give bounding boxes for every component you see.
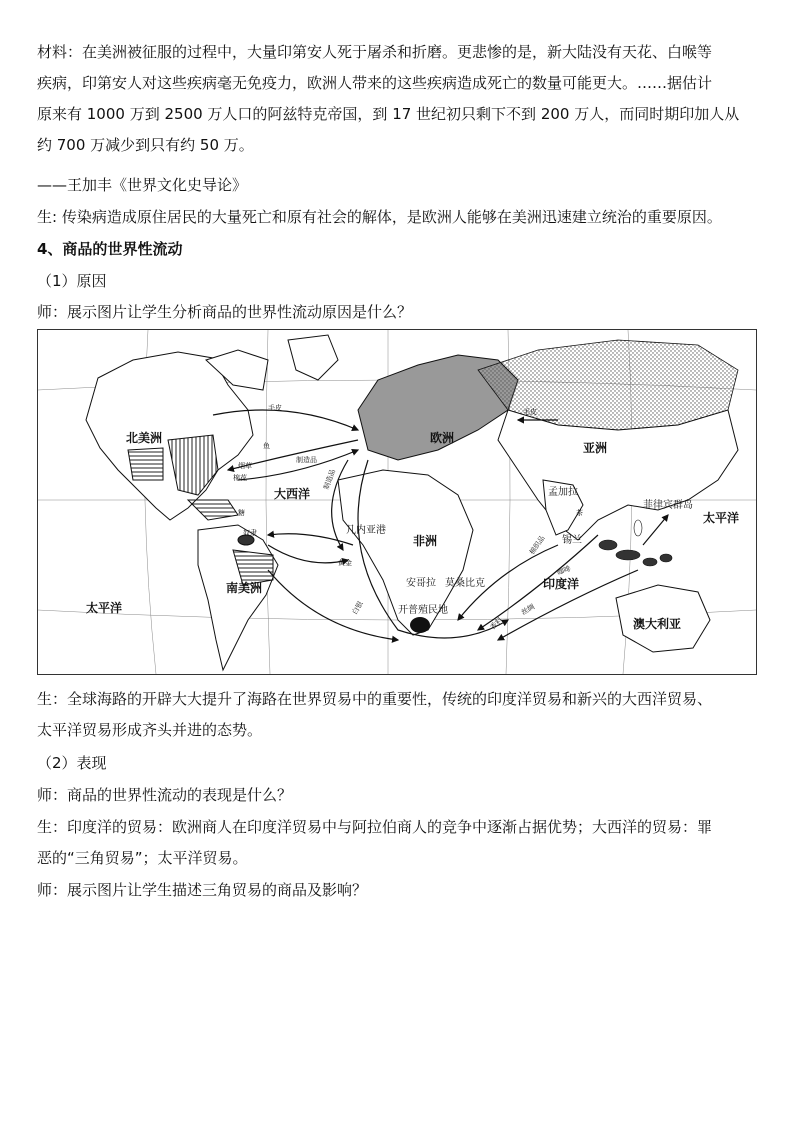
goods-cotton-cloth: 棉织品 (528, 534, 547, 557)
north-america-land (86, 350, 268, 520)
map-label-ceylon: 锡兰 (562, 535, 582, 546)
map-label-angola: 安哥拉 (406, 578, 436, 589)
student-answer-2-line-2: 太平洋贸易形成齐头并进的态势。 (37, 721, 263, 739)
material-source: ——王加丰《世界文化史导论》 (37, 176, 248, 194)
goods-spices: 香料 (488, 615, 505, 632)
map-label-north-america: 北美洲 (126, 431, 163, 445)
teacher-prompt-3: 师：展示图片让学生描述三角贸易的商品及影响？ (37, 881, 368, 899)
map-label-europe: 欧洲 (430, 431, 455, 445)
goods-fish: 鱼 (263, 442, 270, 450)
goods-fur-east: 毛皮 (523, 408, 537, 416)
student-answer-3-line-2: 恶的“三角贸易”；太平洋贸易。 (37, 849, 248, 867)
map-label-guinea: 几内亚港 (346, 525, 386, 536)
goods-manufactures-1: 制造品 (296, 456, 317, 464)
section-heading: 4、商品的世界性流动 (37, 240, 183, 258)
map-label-indian-ocean: 印度洋 (543, 577, 580, 591)
goods-tea: 茶 (576, 509, 583, 517)
map-label-atlantic: 大西洋 (274, 487, 311, 501)
cape-colony-mark (410, 617, 430, 633)
south-america-land (198, 525, 278, 670)
goods-silver: 白银 (350, 599, 365, 616)
student-answer-3-line-1: 生：印度洋的贸易：欧洲商人在印度洋贸易中与阿拉伯商人的竞争中逐渐占据优势；大西洋的贸易：罪 (37, 818, 713, 836)
student-answer-2-line-1: 生：全球海路的开辟大大提升了海路在世界贸易中的重要性，传统的印度洋贸易和新兴的大西洋贸易、 (37, 690, 713, 708)
greenland-land (288, 335, 338, 380)
map-label-australia: 澳大利亚 (633, 617, 682, 631)
goods-gold: 黄金 (338, 559, 352, 567)
goods-fur: 毛皮 (268, 404, 282, 412)
map-label-africa: 非洲 (413, 534, 438, 548)
goods-slaves: 奴隶 (243, 529, 257, 537)
goods-cotton: 棉花 (233, 474, 247, 482)
map-label-pacific-right: 太平洋 (703, 511, 740, 525)
student-answer-1: 生: 传染病造成原住居民的大量死亡和原有社会的解体，是欧洲人能够在美洲迅速建立统治的重要原因。 (37, 208, 722, 226)
map-label-pacific-left: 太平洋 (86, 601, 123, 615)
southeast-asia-islands (599, 520, 672, 566)
material-line-1: 材料：在美洲被征服的过程中，大量印第安人死于屠杀和折磨。更悲惨的是，新大陆没有天花、白喉等 (37, 43, 713, 61)
map-label-asia: 亚洲 (583, 441, 608, 455)
map-label-mozambique: 莫桑比克 (445, 578, 485, 589)
asia-land (498, 410, 738, 540)
map-label-philippines: 菲律宾群岛 (643, 500, 693, 511)
goods-sugar: 糖 (238, 509, 245, 517)
goods-coffee: 咖啡 (555, 564, 572, 577)
map-label-south-america: 南美洲 (226, 581, 263, 595)
world-trade-map (37, 329, 757, 675)
material-line-2: 疾病，印第安人对这些疾病毫无免疫力，欧洲人带来的这些疾病造成死亡的数量可能更大。……据估计 (37, 74, 713, 92)
teacher-prompt-2: 师：商品的世界性流动的表现是什么？ (37, 786, 293, 804)
map-label-bengal: 孟加拉 (548, 487, 578, 498)
goods-silk: 丝绸 (520, 602, 537, 617)
sub-heading-reason: （1）原因 (37, 272, 107, 290)
goods-tobacco: 烟草 (238, 462, 252, 470)
map-label-cape-colony: 开普殖民地 (398, 605, 448, 616)
teacher-prompt-1: 师：展示图片让学生分析商品的世界性流动原因是什么？ (37, 303, 413, 321)
material-line-4: 约 700 万减少到只有约 50 万。 (37, 136, 254, 154)
goods-manufactures-2: 制造品 (322, 468, 338, 491)
sub-heading-manifestation: （2）表现 (37, 754, 107, 772)
material-line-3: 原来有 1000 万到 2500 万人口的阿兹特克帝国，到 17 世纪初只剩下不到 200 万人，而同时期印加人从 (37, 105, 740, 123)
